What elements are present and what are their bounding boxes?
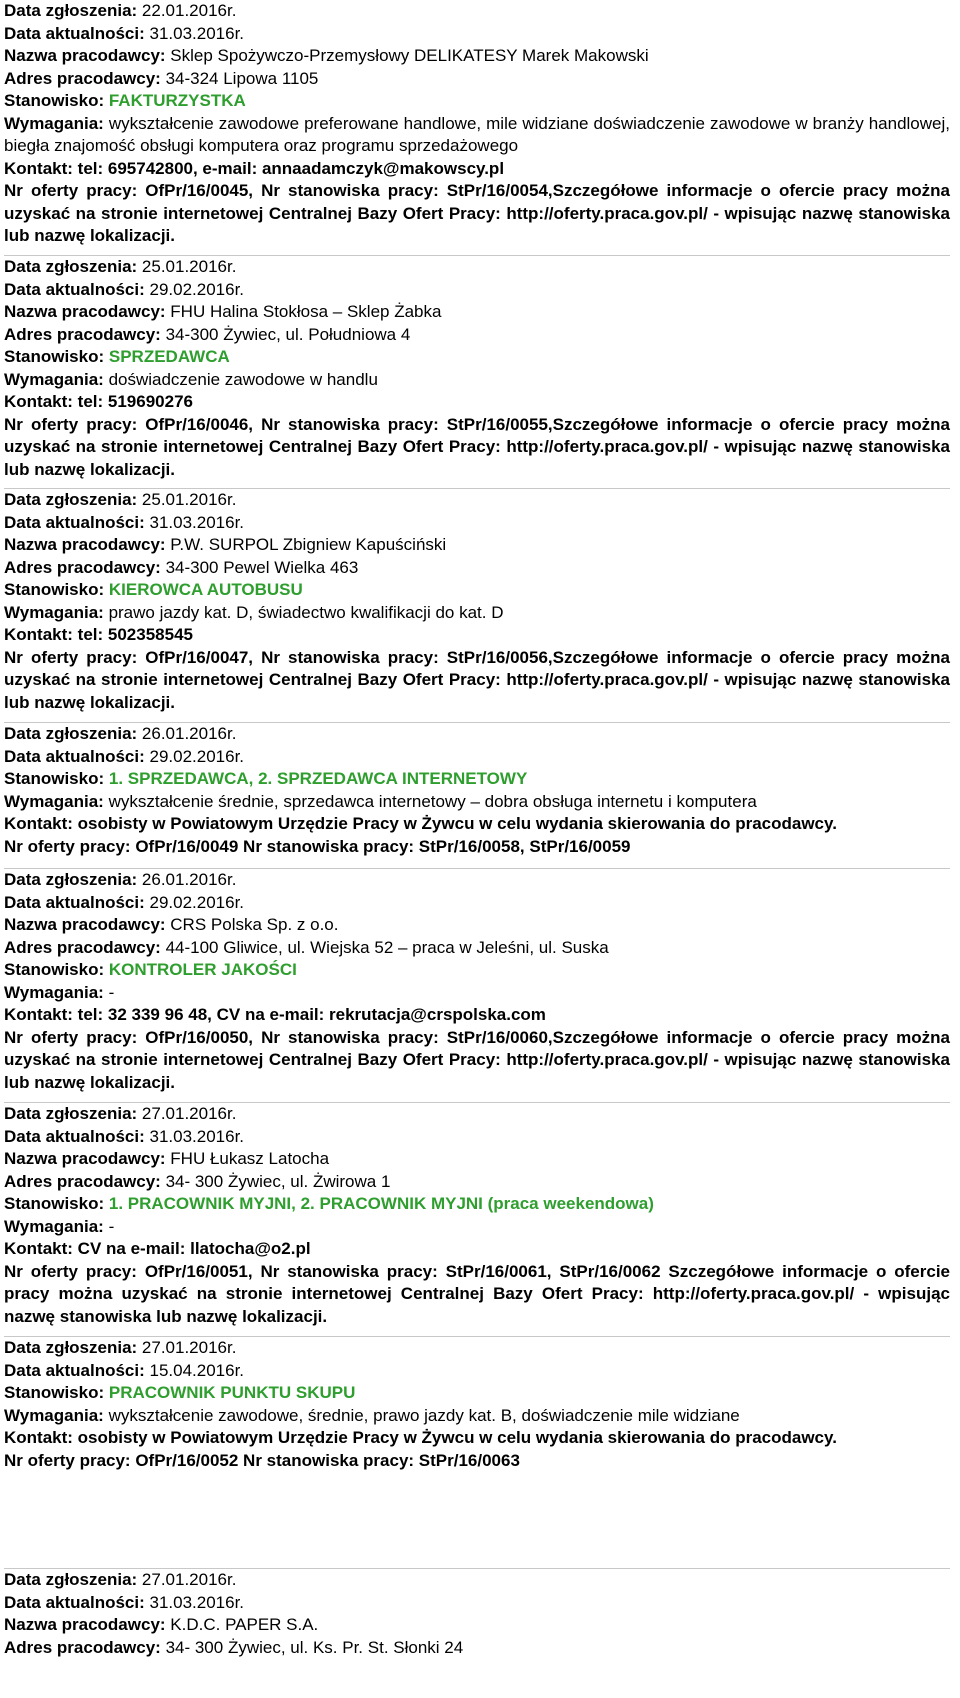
adres-pracodawcy [4,68,950,91]
data-zgloszenia-value: 22.01.2016r. [141,1,237,20]
wymagania-label: Wymagania: [4,369,109,389]
adres-pracodawcy-value: 34- 300 Żywiec, ul. Ks. Pr. St. Słonki 24 [165,1637,464,1657]
data-aktualnosci-value: 15.04.2016r. [149,1360,245,1380]
stanowisko-value: 1. PRACOWNIK MYJNI, 2. PRACOWNIK MYJNI (praca weekendowa) [108,1194,654,1213]
data-aktualnosci [4,512,950,535]
wymagania [4,602,950,625]
data-aktualnosci-value: 29.02.2016r. [149,279,245,299]
nr-oferty-info: Nr oferty pracy: OfPr/16/0052 Nr stanowiska pracy: StPr/16/0063 [4,1450,520,1470]
kontakt [4,1004,950,1027]
data-aktualnosci-label: Data aktualności: [4,279,150,299]
stanowisko-value: FAKTURZYSTKA [108,91,246,110]
adres-pracodawcy-label: Adres pracodawcy: [4,937,166,957]
job-offer [4,1568,950,1659]
data-aktualnosci-label: Data aktualności: [4,512,150,532]
data-zgloszenia-label: Data zgłoszenia: [4,257,142,276]
job-offer [4,0,950,248]
stanowisko-label: Stanowisko: [4,347,109,366]
nr-oferty-info: Nr oferty pracy: OfPr/16/0049 Nr stanowiska pracy: StPr/16/0058, StPr/16/0059 [4,836,631,856]
wymagania-value: - [108,1216,115,1236]
wymagania [4,982,950,1005]
data-zgloszenia-value: 27.01.2016r. [141,1104,237,1123]
data-zgloszenia-value: 25.01.2016r. [141,257,237,276]
kontakt-value: osobisty w Powiatowym Urzędzie Pracy w Żywcu w celu wydania skierowania do pracodawcy. [77,814,837,833]
job-offer [4,255,950,481]
wymagania-value: wykształcenie zawodowe, średnie, prawo jazdy kat. B, doświadczenie mile widziane [108,1405,740,1425]
nazwa-pracodawcy-label: Nazwa pracodawcy: [4,535,171,554]
adres-pracodawcy-value: 34- 300 Żywiec, ul. Żwirowa 1 [165,1171,391,1191]
job-offer [4,722,950,858]
data-zgloszenia [4,1569,950,1592]
wymagania-label: Wymagania: [4,602,109,622]
stanowisko-value: 1. SPRZEDAWCA, 2. SPRZEDAWCA INTERNETOWY [108,769,528,788]
stanowisko-label: Stanowisko: [4,769,109,788]
kontakt-value: tel: 695742800, e-mail: annaadamczyk@makowscy.pl [77,158,505,178]
nr-oferty-info: Nr oferty pracy: OfPr/16/0050, Nr stanowiska pracy: StPr/16/0060,Szczegółowe informacje o ofercie pracy można uzyskać na stronie internetowej Centralnej Bazy Ofert Pracy: http://oferty.praca.gov.pl/ - wpisując nazwę stanowiska lub nazwę lokalizacji. [4,1027,950,1092]
kontakt-label: Kontakt: [4,1428,78,1447]
adres-pracodawcy [4,557,950,580]
data-zgloszenia-label: Data zgłoszenia: [4,724,142,743]
wymagania [4,791,950,814]
nazwa-pracodawcy [4,1148,950,1171]
nazwa-pracodawcy [4,534,950,557]
data-zgloszenia [4,723,950,746]
stanowisko-label: Stanowisko: [4,580,109,599]
nazwa-pracodawcy-label: Nazwa pracodawcy: [4,1615,171,1634]
nazwa-pracodawcy [4,45,950,68]
data-zgloszenia-value: 27.01.2016r. [141,1570,237,1589]
adres-pracodawcy [4,937,950,960]
wymagania-value: - [108,982,115,1002]
data-zgloszenia-label: Data zgłoszenia: [4,1570,142,1589]
data-aktualnosci-value: 31.03.2016r. [149,1592,245,1612]
kontakt-label: Kontakt: [4,158,78,178]
kontakt-value: osobisty w Powiatowym Urzędzie Pracy w Żywcu w celu wydania skierowania do pracodawcy. [77,1428,837,1447]
data-zgloszenia-value: 25.01.2016r. [141,490,237,509]
kontakt-value: CV na e-mail: llatocha@o2.pl [77,1239,311,1258]
stanowisko-label: Stanowisko: [4,91,109,110]
wymagania-value: prawo jazdy kat. D, świadectwo kwalifikacji do kat. D [108,602,504,622]
data-zgloszenia-label: Data zgłoszenia: [4,490,142,509]
nr-oferty-info: Nr oferty pracy: OfPr/16/0045, Nr stanowiska pracy: StPr/16/0054,Szczegółowe informacje o ofercie pracy można uzyskać na stronie internetowej Centralnej Bazy Ofert Pracy: http://oferty.praca.gov.pl/ - wpisując nazwę stanowiska lub nazwę lokalizacji. [4,181,950,245]
wymagania-label: Wymagania: [4,1216,109,1236]
wymagania [4,369,950,392]
wymagania-value: doświadczenie zawodowe w handlu [108,369,378,389]
data-zgloszenia-value: 26.01.2016r. [141,724,237,743]
nazwa-pracodawcy-value: CRS Polska Sp. z o.o. [170,915,339,934]
nazwa-pracodawcy-value: P.W. SURPOL Zbigniew Kapuściński [170,535,447,554]
data-zgloszenia [4,1337,950,1360]
nr-oferty-info: Nr oferty pracy: OfPr/16/0046, Nr stanowiska pracy: StPr/16/0055,Szczegółowe informacje o ofercie pracy można uzyskać na stronie internetowej Centralnej Bazy Ofert Pracy: http://oferty.praca.gov.pl/ - wpisując nazwę stanowiska lub nazwę lokalizacji. [4,414,950,479]
adres-pracodawcy-label: Adres pracodawcy: [4,1637,166,1657]
kontakt-label: Kontakt: [4,625,78,644]
wymagania-value: wykształcenie średnie, sprzedawca internetowy – dobra obsługa internetu i komputera [108,791,757,811]
stanowisko-value: KONTROLER JAKOŚCI [108,960,297,979]
nr-oferty-info: Nr oferty pracy: OfPr/16/0047, Nr stanowiska pracy: StPr/16/0056,Szczegółowe informacje o ofercie pracy można uzyskać na stronie internetowej Centralnej Bazy Ofert Pracy: http://oferty.praca.gov.pl/ - wpisując nazwę stanowiska lub nazwę lokalizacji. [4,647,950,712]
job-offer [4,1336,950,1472]
data-aktualnosci-label: Data aktualności: [4,892,150,912]
nr-oferty-info: Nr oferty pracy: OfPr/16/0051, Nr stanowiska pracy: StPr/16/0061, StPr/16/0062 Szczegółowe informacje o ofercie pracy można uzyskać na stronie internetowej Centralnej Bazy Ofert Pracy: http://oferty.praca.gov.pl/ - wpisując nazwę stanowiska lub nazwę lokalizacji. [4,1261,950,1326]
nazwa-pracodawcy-label: Nazwa pracodawcy: [4,302,171,321]
stanowisko [4,768,950,791]
job-offer [4,868,950,1094]
data-aktualnosci [4,1360,950,1383]
data-aktualnosci [4,279,950,302]
nazwa-pracodawcy-label: Nazwa pracodawcy: [4,915,171,934]
data-aktualnosci-label: Data aktualności: [4,1360,150,1380]
data-aktualnosci-label: Data aktualności: [4,746,150,766]
stanowisko-value: KIEROWCA AUTOBUSU [108,580,303,599]
data-aktualnosci-value: 29.02.2016r. [149,746,245,766]
stanowisko [4,1193,950,1216]
data-zgloszenia [4,1103,950,1126]
data-aktualnosci [4,746,950,769]
data-aktualnosci [4,23,950,46]
data-zgloszenia [4,256,950,279]
kontakt [4,391,950,414]
stanowisko-value: SPRZEDAWCA [108,347,230,366]
data-zgloszenia [4,0,950,23]
stanowisko [4,1382,950,1405]
kontakt-label: Kontakt: [4,814,78,833]
data-zgloszenia-label: Data zgłoszenia: [4,1,142,20]
wymagania-value: wykształcenie zawodowe preferowane handlowe, mile widziane doświadczenie zawodowe w branży handlowej, biegła znajomość obsługi komputera oraz programu sprzedażowego [4,113,950,155]
kontakt [4,1238,950,1261]
data-aktualnosci-label: Data aktualności: [4,1592,150,1612]
nazwa-pracodawcy-label: Nazwa pracodawcy: [4,46,171,65]
nazwa-pracodawcy-value: FHU Łukasz Latocha [170,1149,330,1168]
stanowisko [4,346,950,369]
adres-pracodawcy-value: 44-100 Gliwice, ul. Wiejska 52 – praca w Jeleśni, ul. Suska [165,937,609,957]
kontakt [4,158,950,181]
stanowisko-label: Stanowisko: [4,1383,109,1402]
data-aktualnosci-value: 31.03.2016r. [149,23,245,43]
nazwa-pracodawcy-label: Nazwa pracodawcy: [4,1149,171,1168]
stanowisko [4,579,950,602]
adres-pracodawcy-value: 34-300 Żywiec, ul. Południowa 4 [165,324,411,344]
kontakt [4,1427,950,1450]
adres-pracodawcy-label: Adres pracodawcy: [4,1171,166,1191]
stanowisko [4,959,950,982]
data-aktualnosci-label: Data aktualności: [4,1126,150,1146]
adres-pracodawcy [4,324,950,347]
wymagania [4,1216,950,1239]
data-aktualnosci [4,1126,950,1149]
nazwa-pracodawcy [4,301,950,324]
adres-pracodawcy-label: Adres pracodawcy: [4,324,166,344]
wymagania-label: Wymagania: [4,982,109,1002]
data-aktualnosci-value: 31.03.2016r. [149,1126,245,1146]
adres-pracodawcy-value: 34-324 Lipowa 1105 [165,68,319,88]
kontakt-value: tel: 502358545 [77,625,193,644]
data-zgloszenia [4,869,950,892]
adres-pracodawcy [4,1637,950,1660]
data-zgloszenia-label: Data zgłoszenia: [4,870,142,889]
adres-pracodawcy-label: Adres pracodawcy: [4,557,166,577]
kontakt-label: Kontakt: [4,392,78,411]
wymagania [4,113,950,158]
stanowisko-label: Stanowisko: [4,960,109,979]
job-offer [4,1102,950,1328]
data-aktualnosci [4,892,950,915]
nazwa-pracodawcy-value: Sklep Spożywczo-Przemysłowy DELIKATESY Marek Makowski [170,46,649,65]
kontakt [4,813,950,836]
nazwa-pracodawcy-value: K.D.C. PAPER S.A. [170,1615,319,1634]
stanowisko-label: Stanowisko: [4,1194,109,1213]
wymagania-label: Wymagania: [4,1405,109,1425]
data-aktualnosci [4,1592,950,1615]
data-aktualnosci-value: 31.03.2016r. [149,512,245,532]
kontakt-value: tel: 32 339 96 48, CV na e-mail: rekrutacja@crspolska.com [77,1005,546,1024]
nazwa-pracodawcy-value: FHU Halina Stokłosa – Sklep Żabka [170,302,442,321]
kontakt-label: Kontakt: [4,1239,78,1258]
stanowisko-value: PRACOWNIK PUNKTU SKUPU [108,1383,356,1402]
wymagania-label: Wymagania: [4,791,109,811]
wymagania-label: Wymagania: [4,113,109,133]
kontakt-value: tel: 519690276 [77,392,193,411]
job-offer [4,488,950,714]
data-zgloszenia-value: 27.01.2016r. [141,1338,237,1357]
wymagania [4,1405,950,1428]
data-zgloszenia-label: Data zgłoszenia: [4,1338,142,1357]
data-zgloszenia [4,489,950,512]
nazwa-pracodawcy [4,914,950,937]
stanowisko [4,90,950,113]
adres-pracodawcy [4,1171,950,1194]
nazwa-pracodawcy [4,1614,950,1637]
kontakt [4,624,950,647]
data-zgloszenia-value: 26.01.2016r. [141,870,237,889]
adres-pracodawcy-value: 34-300 Pewel Wielka 463 [165,557,359,577]
data-aktualnosci-label: Data aktualności: [4,23,150,43]
kontakt-label: Kontakt: [4,1005,78,1024]
data-zgloszenia-label: Data zgłoszenia: [4,1104,142,1123]
data-aktualnosci-value: 29.02.2016r. [149,892,245,912]
adres-pracodawcy-label: Adres pracodawcy: [4,68,166,88]
